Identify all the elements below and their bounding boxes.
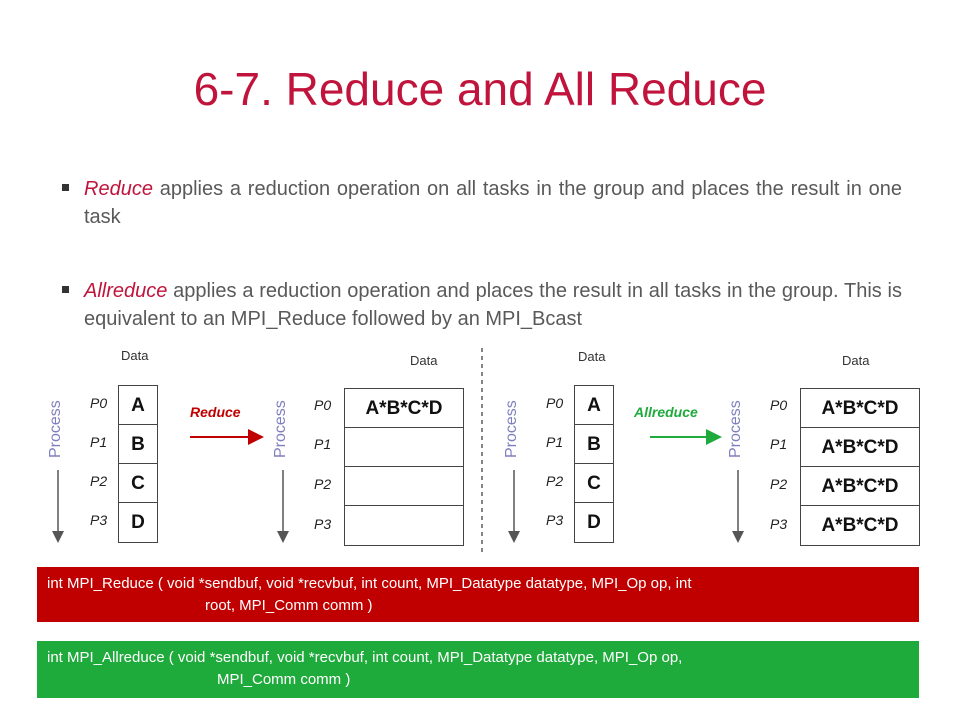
allreduce-signature-line2: MPI_Comm comm ) <box>217 671 351 688</box>
process-label: Process <box>272 400 289 458</box>
bullet-text: applies a reduction operation on all tasks in the group and places the result in one task <box>84 178 902 228</box>
reduce-output-column <box>344 388 464 546</box>
data-cell: B <box>575 425 613 464</box>
process-p1-label: P1 <box>546 434 564 450</box>
data-cell: A*B*C*D <box>821 515 899 536</box>
data-cell: A*B*C*D <box>801 428 919 467</box>
reduce-op-label: Reduce <box>190 404 241 420</box>
allreduce-signature-box <box>37 641 919 698</box>
data-cell: D <box>587 512 601 533</box>
bullet-text: applies a reduction operation and places the result in all tasks in the group. This is equivalent to an MPI_Reduce followed by an MPI_Bcast <box>84 280 902 330</box>
data-cell: A*B*C*D <box>801 467 919 506</box>
reduce-input-column <box>118 385 158 543</box>
slide-title: 6-7. Reduce and All Reduce <box>193 63 767 115</box>
data-label: Data <box>842 353 870 368</box>
term-allreduce: Allreduce <box>84 280 168 302</box>
data-label: Data <box>410 353 438 368</box>
process-label: Process <box>47 400 64 458</box>
data-cell: C <box>575 464 613 503</box>
process-p3-label: P3 <box>770 516 788 532</box>
allreduce-op-label: Allreduce <box>634 404 698 420</box>
process-p3-label: P3 <box>546 512 564 528</box>
allreduce-signature-line1: int MPI_Allreduce ( void *sendbuf, void *recvbuf, int count, MPI_Datatype datatype, MPI_Op op, <box>47 649 683 666</box>
data-cell <box>345 467 463 506</box>
process-p2-label: P2 <box>314 476 332 492</box>
data-cell: D <box>131 512 145 533</box>
data-cell: A*B*C*D <box>801 389 919 428</box>
reduce-signature-line2: root, MPI_Comm comm ) <box>205 597 373 614</box>
process-p2-label: P2 <box>546 473 564 489</box>
process-p2-label: P2 <box>770 476 788 492</box>
allreduce-input-column <box>574 385 614 543</box>
process-label: Process <box>727 400 744 458</box>
process-p1-label: P1 <box>770 436 788 452</box>
process-p0-label: P0 <box>90 395 108 411</box>
process-label: Process <box>503 400 520 458</box>
data-label: Data <box>121 348 149 363</box>
data-cell: A <box>119 386 157 425</box>
data-cell: C <box>119 464 157 503</box>
process-p0-label: P0 <box>770 397 788 413</box>
process-p0-label: P0 <box>314 397 332 413</box>
process-p3-label: P3 <box>90 512 108 528</box>
reduce-signature-box <box>37 567 919 622</box>
process-p3-label: P3 <box>314 516 332 532</box>
data-cell <box>345 506 463 545</box>
data-cell: B <box>119 425 157 464</box>
allreduce-output-column <box>800 388 920 546</box>
process-p1-label: P1 <box>90 434 108 450</box>
process-p1-label: P1 <box>314 436 332 452</box>
data-cell: A <box>575 386 613 425</box>
data-cell: A*B*C*D <box>345 389 463 428</box>
process-p0-label: P0 <box>546 395 564 411</box>
term-reduce: Reduce <box>84 178 153 200</box>
data-cell <box>345 428 463 467</box>
data-label: Data <box>578 349 606 364</box>
reduce-signature-line1: int MPI_Reduce ( void *sendbuf, void *recvbuf, int count, MPI_Datatype datatype, MPI_Op op, int <box>47 575 692 592</box>
process-p2-label: P2 <box>90 473 108 489</box>
